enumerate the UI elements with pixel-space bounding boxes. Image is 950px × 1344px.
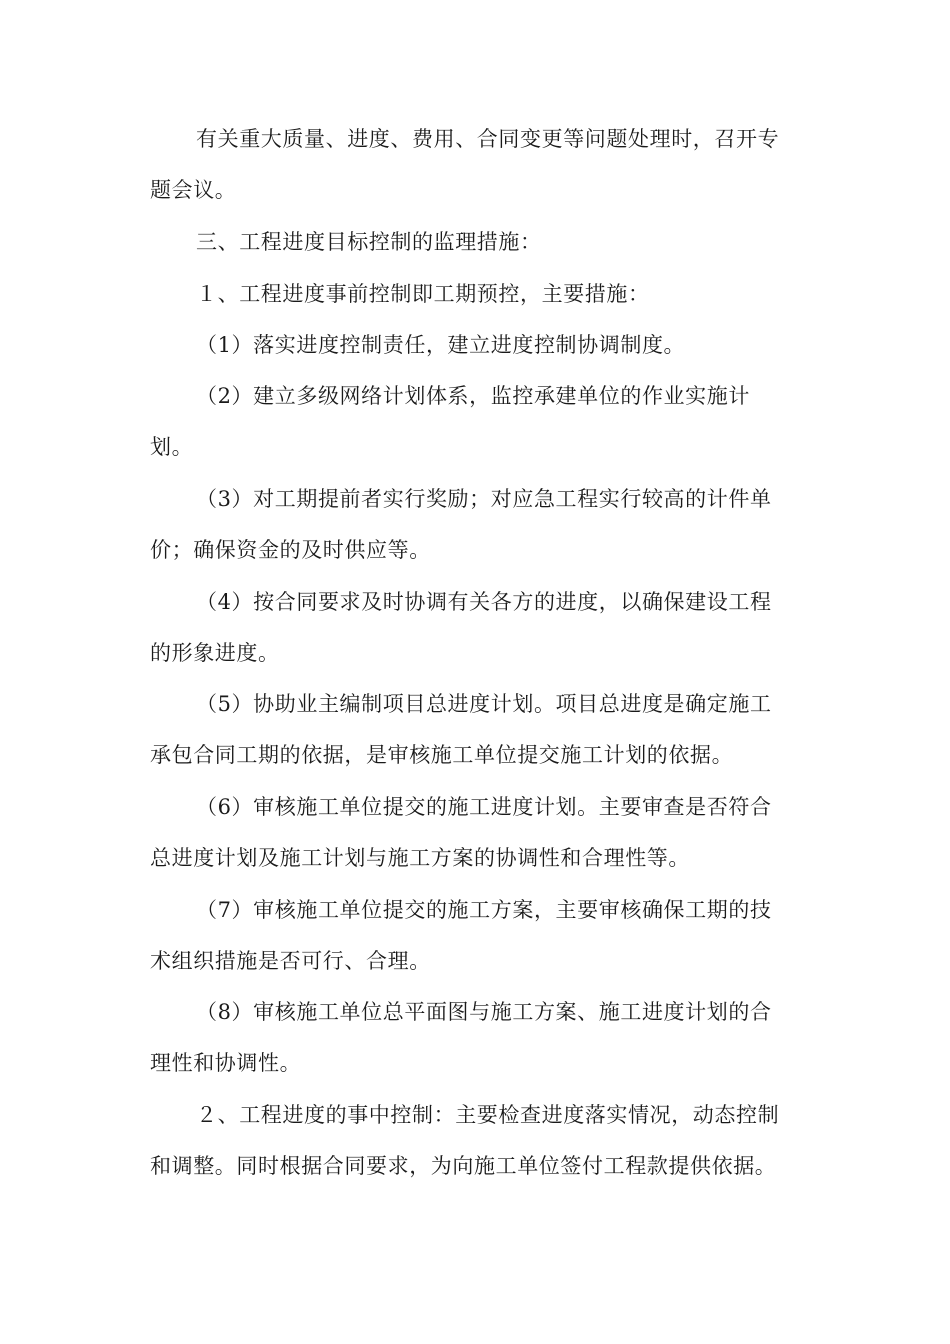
subsection-heading-2-line-1: ２、工程进度的事中控制：主要检查进度落实情况，动态控制 (196, 1103, 780, 1127)
list-item-3-line-2: 价；确保资金的及时供应等。 (150, 538, 431, 562)
section-heading: 三、工程进度目标控制的监理措施： (196, 230, 542, 254)
list-item-5-line-2: 承包合同工期的依据，是审核施工单位提交施工计划的依据。 (150, 743, 734, 767)
list-item-5-line-1: （5）协助业主编制项目总进度计划。项目总进度是确定施工 (196, 692, 772, 716)
subsection-heading-1: １、工程进度事前控制即工期预控，主要措施： (196, 282, 650, 306)
list-item-4-line-2: 的形象进度。 (150, 641, 280, 665)
list-item-4-line-1: （4）按合同要求及时协调有关各方的进度，以确保建设工程 (196, 590, 772, 614)
text-line-1: 有关重大质量、进度、费用、合同变更等问题处理时，召开专 (196, 127, 780, 151)
list-item-7-line-2: 术组织措施是否可行、合理。 (150, 949, 431, 973)
list-item-2-line-1: （2）建立多级网络计划体系，监控承建单位的作业实施计 (196, 384, 750, 408)
list-item-2-line-2: 划。 (150, 435, 194, 459)
list-item-8-line-2: 理性和协调性。 (150, 1051, 302, 1075)
subsection-heading-2-line-2: 和调整。同时根据合同要求，为向施工单位签付工程款提供依据。 (150, 1154, 777, 1178)
list-item-7-line-1: （7）审核施工单位提交的施工方案，主要审核确保工期的技 (196, 898, 772, 922)
list-item-1: （1）落实进度控制责任，建立进度控制协调制度。 (196, 333, 686, 357)
list-item-6-line-2: 总进度计划及施工计划与施工方案的协调性和合理性等。 (150, 846, 690, 870)
list-item-3-line-1: （3）对工期提前者实行奖励；对应急工程实行较高的计件单 (196, 487, 772, 511)
list-item-8-line-1: （8）审核施工单位总平面图与施工方案、施工进度计划的合 (196, 1000, 772, 1024)
text-line-2: 题会议。 (150, 178, 237, 202)
list-item-6-line-1: （6）审核施工单位提交的施工进度计划。主要审查是否符合 (196, 795, 772, 819)
